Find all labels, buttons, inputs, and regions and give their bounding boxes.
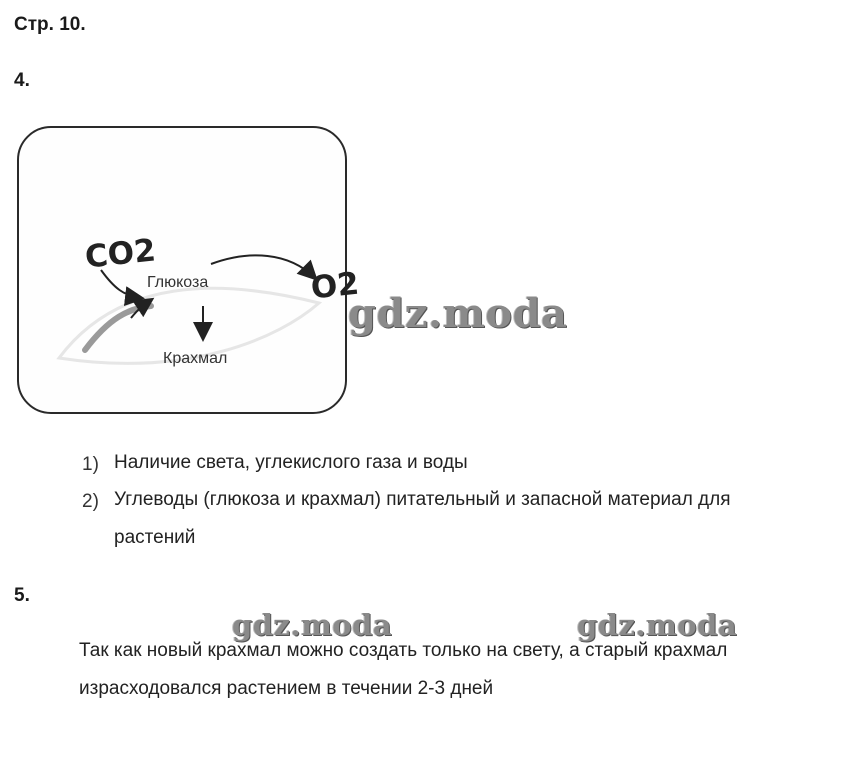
photosynthesis-figure: [17, 126, 361, 414]
answer-1-text: Наличие света, углекислого газа и воды: [114, 452, 468, 473]
task-5-number: 5.: [14, 585, 30, 606]
o2-handwritten: O2: [309, 265, 361, 307]
co2-handwritten: CO2: [83, 232, 158, 276]
watermark-logo: gdz.moda: [577, 608, 738, 642]
arrow-glucose-to-o2: [211, 255, 315, 278]
answer-2-number: 2): [82, 491, 99, 512]
glucose-label: Глюкоза: [147, 274, 209, 291]
figure-drawing: [19, 128, 345, 412]
stem-shape: [85, 306, 151, 350]
task-4-number: 4.: [14, 70, 30, 91]
answer-2-text-line2: растений: [114, 527, 196, 548]
task-5-line-1: Так как новый крахмал можно создать только на свету, а старый крахмал: [79, 640, 728, 661]
answer-2-text-line1: Углеводы (глюкоза и крахмал) питательный и запасной материал для: [114, 489, 731, 510]
starch-label: Крахмал: [163, 350, 228, 367]
watermark-logo: gdz.moda: [232, 608, 393, 642]
arrow-co2-to-glucose: [101, 270, 141, 298]
task-5-line-2: израсходовался растением в течении 2-3 дней: [79, 678, 494, 699]
watermark-logo: gdz.moda: [348, 290, 568, 337]
page-title: Стр. 10.: [14, 14, 86, 35]
answer-1-number: 1): [82, 454, 99, 475]
